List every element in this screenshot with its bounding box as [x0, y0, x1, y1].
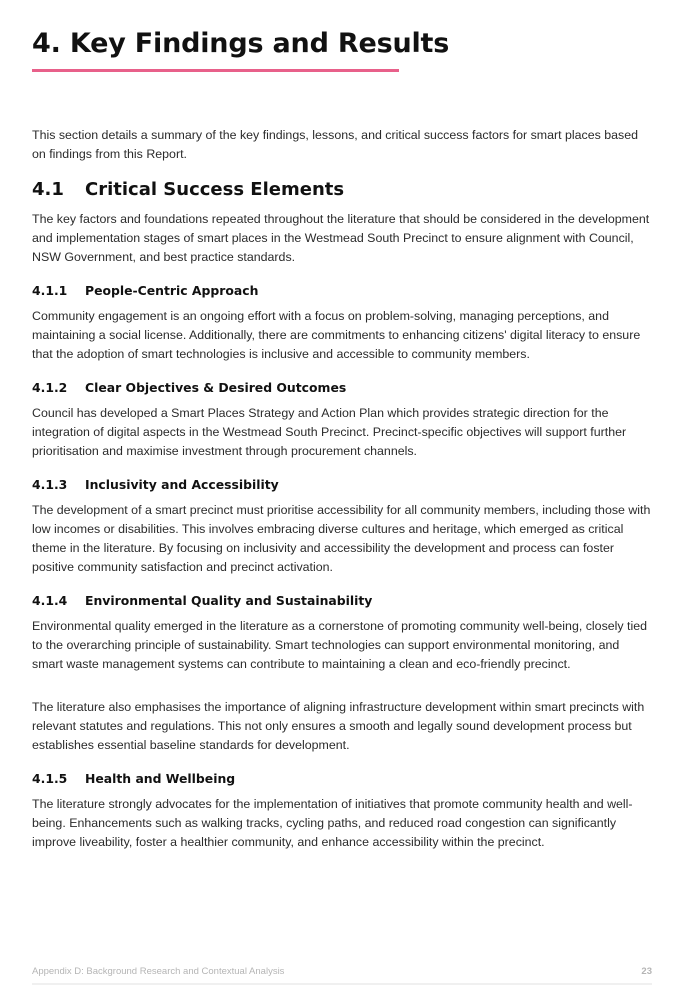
subsection-heading-health [32, 771, 652, 786]
intro-paragraph: This section details a summary of the key findings, lessons, and critical success factors for smart places based on findings from this Report. [32, 128, 639, 161]
subsection-paragraph: The literature also emphasises the importance of aligning infrastructure development within smart precincts with relevant statutes and regulations. This not only ensures a smooth and legally sound development process but establishes essential baseline standards for development. [32, 700, 645, 752]
subsection-body-environmental-2 [32, 698, 652, 755]
subsection-heading-clear-objectives [32, 380, 652, 395]
subsection-body-inclusivity [32, 501, 652, 577]
subsection-heading-people-centric [32, 283, 652, 298]
section-heading [32, 179, 652, 200]
subsection-number: 4.1.1 [32, 283, 68, 298]
subsection-number: 4.1.4 [32, 593, 68, 608]
subsection-body-clear-objectives [32, 404, 652, 461]
section-paragraph: The key factors and foundations repeated throughout the literature that should be considered in the development and implementation stages of smart places in the Westmead South Precinct to ensure alignment with Council, NSW Government, and best practice standards. [32, 212, 650, 264]
intro-block [32, 126, 652, 164]
subsection-paragraph: Community engagement is an ongoing effort with a focus on problem-solving, managing perceptions, and maintaining a social license. Additionally, there are commitments to enhancing citizens' digital literacy to ensure that the adoption of smart technologies is inclusive and accessible to community members. [32, 309, 641, 361]
chapter-title: 4. Key Findings and Results [32, 28, 450, 59]
subsection-paragraph: The development of a smart precinct must prioritise accessibility for all community members, including those with low incomes or disabilities. This involves embracing diverse cultures and heritage, which emerged as critical theme in the literature. By focusing on inclusivity and accessibility the development and process can foster positive community satisfaction and precinct activation. [32, 503, 651, 574]
subsection-paragraph: Environmental quality emerged in the literature as a cornerstone of promoting community well-being, closely tied to the overarching principle of sustainability. Smart technologies can support environmental monitoring, and smart waste management systems can contribute to maintaining a clean and eco-friendly precinct. [32, 619, 648, 671]
subsection-body-health [32, 795, 652, 852]
subsection-title: Environmental Quality and Sustainability [85, 593, 373, 608]
subsection-paragraph: Council has developed a Smart Places Strategy and Action Plan which provides strategic direction for the integration of digital aspects in the Westmead South Precinct. Precinct-specific objectives will support further prioritisation and maximise investment through procurement channels. [32, 406, 627, 458]
subsection-title: Inclusivity and Accessibility [85, 477, 279, 492]
subsection-title: Health and Wellbeing [85, 771, 236, 786]
subsection-paragraph: The literature strongly advocates for the implementation of initiatives that promote community health and well-being. Enhancements such as walking tracks, cycling paths, and reduced road congestion can significantly improve liveability, foster a healthier community, and enhance accessibility within the precinct. [32, 797, 633, 849]
subsection-number: 4.1.3 [32, 477, 68, 492]
subsection-heading-environmental [32, 593, 652, 608]
section-title: Critical Success Elements [85, 179, 345, 200]
subsection-heading-inclusivity [32, 477, 652, 492]
footer-text: Appendix D: Background Research and Contextual Analysis [32, 966, 285, 977]
subsection-body-people-centric [32, 307, 652, 364]
page-number: 23 [641, 966, 652, 977]
subsection-body-environmental [32, 617, 652, 674]
subsection-title: People-Centric Approach [85, 283, 259, 298]
section-number: 4.1 [32, 179, 64, 200]
subsection-number: 4.1.2 [32, 380, 68, 395]
section-body-block [32, 210, 652, 267]
footer-divider [32, 983, 652, 985]
subsection-title: Clear Objectives & Desired Outcomes [85, 380, 347, 395]
chapter-title-underline [32, 69, 399, 72]
subsection-number: 4.1.5 [32, 771, 68, 786]
